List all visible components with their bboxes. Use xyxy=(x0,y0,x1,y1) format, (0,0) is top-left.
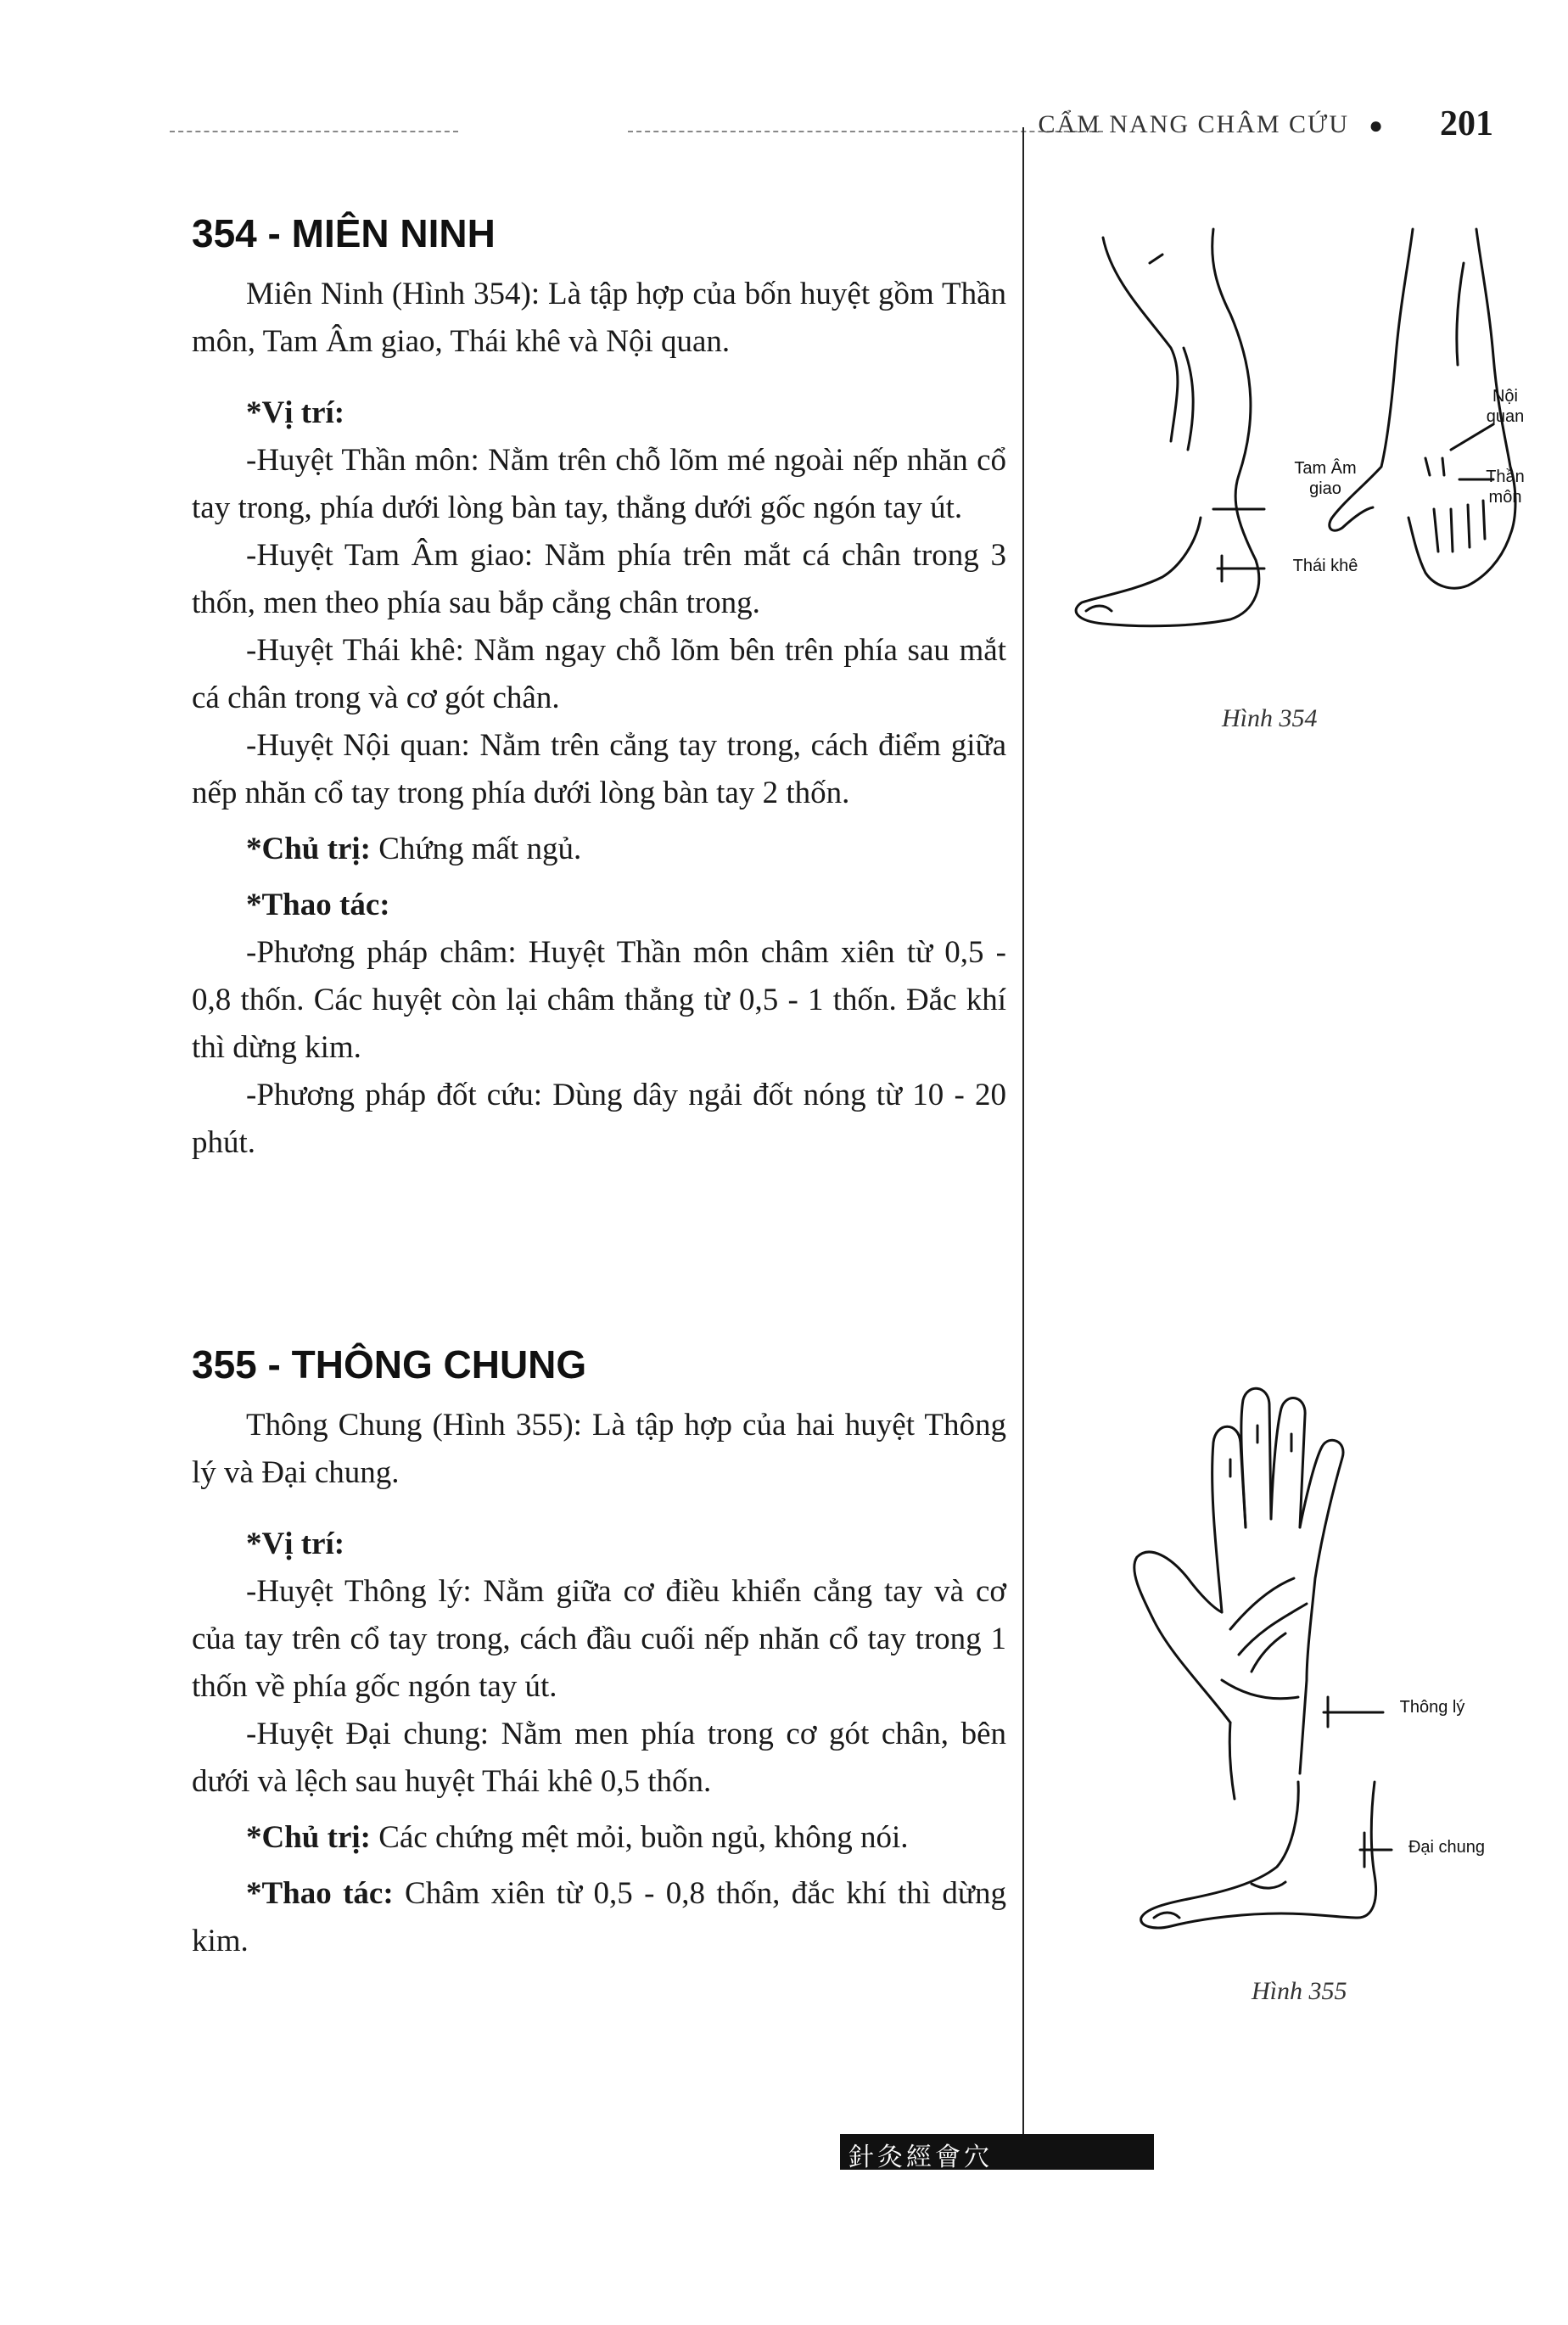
label-dai-chung: Đại chung xyxy=(1408,1838,1486,1857)
hand-and-foot-illustration xyxy=(1103,1375,1527,1969)
figure-354 xyxy=(1052,212,1527,662)
page-number: 201 xyxy=(1440,104,1493,143)
label-than-mon: Thần môn xyxy=(1486,468,1525,507)
chutri-label: *Chủ trị: xyxy=(246,832,371,866)
spacer xyxy=(192,1497,1006,1521)
section-355 xyxy=(192,1339,1006,1965)
column-divider xyxy=(1022,127,1024,2155)
label-thong-ly: Thông lý xyxy=(1399,1698,1465,1717)
header-rule-left xyxy=(170,131,458,132)
section-354-chutri xyxy=(192,826,1006,873)
running-header xyxy=(170,100,1493,151)
figure-355 xyxy=(1103,1375,1527,1969)
section-355-intro: Thông Chung (Hình 355): Là tập hợp của hai huyệt Thông lý và Đại chung. xyxy=(192,1408,1006,1490)
section-354-vitri-label: *Vị trí: xyxy=(246,395,345,430)
section-355-thaotac xyxy=(192,1870,1006,1965)
label-tam-am-giao: Tam Âm giao xyxy=(1294,459,1357,498)
section-355-vitri-label: *Vị trí: xyxy=(246,1527,345,1561)
label-noi-quan: Nội quan xyxy=(1486,387,1525,426)
section-354-thaotac-dot-cuu: -Phương pháp đốt cứu: Dùng dây ngải đốt nóng từ 10 - 20 phút. xyxy=(192,1078,1006,1160)
section-355-chutri xyxy=(192,1814,1006,1862)
section-354-thaotac-label: *Thao tác: xyxy=(246,888,390,922)
chutri-text: Các chứng mệt mỏi, buồn ngủ, không nói. xyxy=(370,1820,909,1855)
section-354-heading: 354 - MIÊN NINH xyxy=(192,211,496,255)
section-354-thaotac-cham: -Phương pháp châm: Huyệt Thần môn châm xiên từ 0,5 - 0,8 thốn. Các huyệt còn lại châm thẳng từ 0,5 - 1 thốn. Đắc khí thì dừng kim. xyxy=(192,935,1006,1065)
thaotac-label: *Thao tác: xyxy=(246,1876,394,1911)
spacer xyxy=(192,366,1006,389)
section-355-vitri-thong-ly: -Huyệt Thông lý: Nằm giữa cơ điều khiển cẳng tay và cơ của tay trên cổ tay trong, cách đầu cuối nếp nhăn cổ tay trong 1 thốn về phía gốc ngón tay út. xyxy=(192,1574,1006,1704)
section-354-vitri-tam-am-giao: -Huyệt Tam Âm giao: Nằm phía trên mắt cá chân trong 3 thốn, men theo phía sau bắp cẳng chân trong. xyxy=(192,538,1006,620)
footer-text: 針灸經會穴 xyxy=(848,2143,993,2172)
header-rule-right xyxy=(628,131,1103,132)
section-354-intro: Miên Ninh (Hình 354): Là tập hợp của bốn huyệt gồm Thần môn, Tam Âm giao, Thái khê và Nội quan. xyxy=(192,277,1006,359)
chutri-text: Chứng mất ngủ. xyxy=(370,832,582,866)
running-title: CẨM NANG CHÂM CỨU xyxy=(1038,110,1349,138)
section-354-vitri-than-mon: -Huyệt Thần môn: Nằm trên chỗ lõm mé ngoài nếp nhăn cổ tay trong, phía dưới lòng bàn tay, thẳng dưới gốc ngón tay út. xyxy=(192,443,1006,525)
section-354-vitri-noi-quan: -Huyệt Nội quan: Nằm trên cẳng tay trong, cách điểm giữa nếp nhăn cổ tay trong phía dưới lòng bàn tay 2 thốn. xyxy=(192,728,1006,810)
section-354-vitri-thai-khe: -Huyệt Thái khê: Nằm ngay chỗ lõm bên trên phía sau mắt cá chân trong và cơ gót chân. xyxy=(192,633,1006,715)
section-354 xyxy=(192,208,1006,1167)
figure-355-caption: Hình 355 xyxy=(1252,1977,1347,2005)
chutri-label: *Chủ trị: xyxy=(246,1820,371,1855)
header-bullet: ● xyxy=(1369,112,1383,138)
label-thai-khe: Thái khê xyxy=(1292,557,1358,575)
figure-354-caption: Hình 354 xyxy=(1222,704,1318,732)
leg-and-hand-illustration xyxy=(1052,212,1527,662)
section-355-heading: 355 - THÔNG CHUNG xyxy=(192,1342,587,1387)
thaotac-text: Châm xiên từ 0,5 - 0,8 thốn, đắc khí thì dừng kim. xyxy=(192,1876,1006,1958)
section-355-vitri-dai-chung: -Huyệt Đại chung: Nằm men phía trong cơ gót chân, bên dưới và lệch sau huyệt Thái khê 0,5 thốn. xyxy=(192,1717,1006,1799)
